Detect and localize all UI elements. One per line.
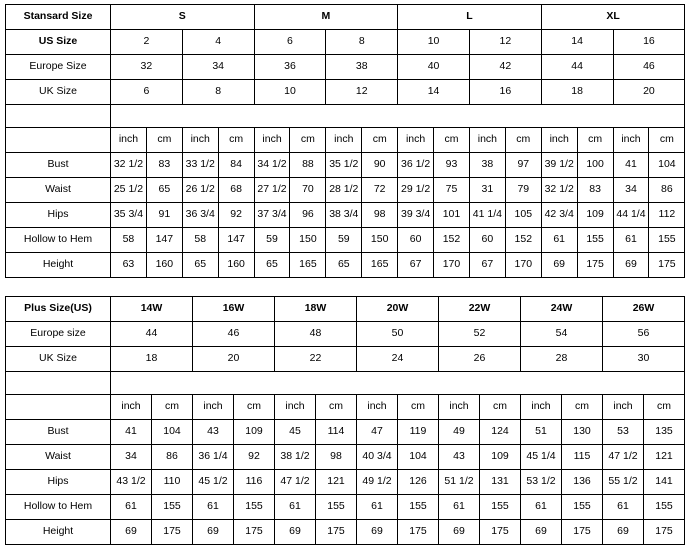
plus-europe-size-row xyxy=(6,322,685,347)
table-cell: 83 xyxy=(577,178,613,203)
unit-cell: cm xyxy=(649,128,685,153)
unit-cell: cm xyxy=(152,395,193,420)
table-cell: 39 3/4 xyxy=(398,203,434,228)
table-cell: 147 xyxy=(218,228,254,253)
table-cell: 150 xyxy=(362,228,398,253)
unit-cell: cm xyxy=(505,128,541,153)
table-cell: 61 xyxy=(541,228,577,253)
table-cell: 35 3/4 xyxy=(111,203,147,228)
table-cell: 109 xyxy=(480,445,521,470)
table-cell: 160 xyxy=(146,253,182,278)
table-cell: 121 xyxy=(644,445,685,470)
unit-cell: inch xyxy=(275,395,316,420)
table-cell: 59 xyxy=(254,228,290,253)
standard-group-s: S xyxy=(111,5,255,30)
table-cell: 45 1/2 xyxy=(193,470,234,495)
table-cell: 58 xyxy=(111,228,147,253)
unit-cell: inch xyxy=(182,128,218,153)
table-cell: 38 3/4 xyxy=(326,203,362,228)
unit-cell: cm xyxy=(316,395,357,420)
table-cell: 10 xyxy=(398,30,470,55)
table-cell: 84 xyxy=(218,153,254,178)
standard-group-xl: XL xyxy=(541,5,685,30)
table-cell: 32 1/2 xyxy=(111,153,147,178)
table-cell: 46 xyxy=(613,55,685,80)
table-cell: 4 xyxy=(182,30,254,55)
table-cell: 32 xyxy=(111,55,183,80)
row-label: Hollow to Hem xyxy=(6,495,111,520)
table-cell: 27 1/2 xyxy=(254,178,290,203)
table-cell: 115 xyxy=(562,445,603,470)
row-label: Hollow to Hem xyxy=(6,228,111,253)
table-cell: 35 1/2 xyxy=(326,153,362,178)
table-cell: 86 xyxy=(152,445,193,470)
unit-cell: inch xyxy=(193,395,234,420)
table-cell: 61 xyxy=(613,228,649,253)
table-cell: 69 xyxy=(111,520,152,545)
table-cell: 16 xyxy=(613,30,685,55)
table-cell: 24 xyxy=(357,347,439,372)
table-cell: 45 xyxy=(275,420,316,445)
table-cell: 155 xyxy=(398,495,439,520)
table-cell: 40 3/4 xyxy=(357,445,398,470)
row-label: Europe Size xyxy=(6,55,111,80)
table-cell: 44 xyxy=(111,322,193,347)
row-label: US Size xyxy=(6,30,111,55)
unit-cell: cm xyxy=(362,128,398,153)
row-label: Bust xyxy=(6,153,111,178)
table-gap xyxy=(5,278,685,296)
table-cell: 97 xyxy=(505,153,541,178)
plus-group-14w: 14W xyxy=(111,297,193,322)
unit-cell: cm xyxy=(562,395,603,420)
unit-cell: cm xyxy=(290,128,326,153)
table-cell: 112 xyxy=(649,203,685,228)
table-cell: 91 xyxy=(146,203,182,228)
table-cell: 16 xyxy=(469,80,541,105)
empty-cell xyxy=(6,105,111,128)
table-cell: 155 xyxy=(316,495,357,520)
unit-cell: inch xyxy=(357,395,398,420)
table-cell: 44 xyxy=(541,55,613,80)
standard-header-row xyxy=(6,5,685,30)
unit-cell: cm xyxy=(480,395,521,420)
standard-size-table xyxy=(5,4,685,278)
table-cell: 47 1/2 xyxy=(275,470,316,495)
table-cell: 155 xyxy=(234,495,275,520)
table-cell: 152 xyxy=(505,228,541,253)
table-cell: 12 xyxy=(469,30,541,55)
table-cell: 152 xyxy=(434,228,470,253)
table-cell: 175 xyxy=(234,520,275,545)
table-cell: 69 xyxy=(613,253,649,278)
plus-size-table xyxy=(5,296,685,545)
table-cell: 46 xyxy=(193,322,275,347)
unit-cell: inch xyxy=(613,128,649,153)
row-label: Hips xyxy=(6,203,111,228)
table-cell: 155 xyxy=(152,495,193,520)
table-cell: 92 xyxy=(218,203,254,228)
unit-cell: inch xyxy=(111,395,152,420)
table-cell: 126 xyxy=(398,470,439,495)
table-cell: 49 1/2 xyxy=(357,470,398,495)
table-cell: 2 xyxy=(111,30,183,55)
table-cell: 61 xyxy=(439,495,480,520)
table-cell: 175 xyxy=(398,520,439,545)
table-cell: 68 xyxy=(218,178,254,203)
table-cell: 175 xyxy=(152,520,193,545)
standard-unit-row xyxy=(6,128,685,153)
row-label: Waist xyxy=(6,178,111,203)
table-cell: 175 xyxy=(644,520,685,545)
table-cell: 61 xyxy=(521,495,562,520)
table-cell: 109 xyxy=(577,203,613,228)
standard-us-size-row xyxy=(6,30,685,55)
table-cell: 47 1/2 xyxy=(603,445,644,470)
table-cell: 70 xyxy=(290,178,326,203)
standard-europe-size-row xyxy=(6,55,685,80)
table-cell: 61 xyxy=(357,495,398,520)
table-cell: 88 xyxy=(290,153,326,178)
table-cell: 170 xyxy=(505,253,541,278)
table-cell: 41 xyxy=(111,420,152,445)
table-cell: 34 xyxy=(111,445,152,470)
table-cell: 135 xyxy=(644,420,685,445)
table-cell: 61 xyxy=(193,495,234,520)
table-cell: 155 xyxy=(644,495,685,520)
plus-group-16w: 16W xyxy=(193,297,275,322)
table-cell: 10 xyxy=(254,80,326,105)
table-cell: 45 1/4 xyxy=(521,445,562,470)
table-cell: 18 xyxy=(111,347,193,372)
table-cell: 69 xyxy=(275,520,316,545)
table-cell: 61 xyxy=(111,495,152,520)
table-cell: 38 1/2 xyxy=(275,445,316,470)
table-cell: 43 xyxy=(193,420,234,445)
table-cell: 105 xyxy=(505,203,541,228)
table-cell: 114 xyxy=(316,420,357,445)
table-cell: 44 1/4 xyxy=(613,203,649,228)
table-cell: 83 xyxy=(146,153,182,178)
table-cell: 69 xyxy=(603,520,644,545)
table-cell: 141 xyxy=(644,470,685,495)
standard-height-row xyxy=(6,253,685,278)
table-cell: 155 xyxy=(577,228,613,253)
plus-title: Plus Size(US) xyxy=(6,297,111,322)
table-cell: 59 xyxy=(326,228,362,253)
plus-hips-row xyxy=(6,470,685,495)
standard-title: Stansard Size xyxy=(6,5,111,30)
unit-cell: cm xyxy=(234,395,275,420)
standard-group-l: L xyxy=(398,5,542,30)
row-label: Bust xyxy=(6,420,111,445)
table-cell: 6 xyxy=(111,80,183,105)
plus-group-18w: 18W xyxy=(275,297,357,322)
table-cell: 14 xyxy=(541,30,613,55)
table-cell: 25 1/2 xyxy=(111,178,147,203)
table-cell: 101 xyxy=(434,203,470,228)
table-cell: 28 1/2 xyxy=(326,178,362,203)
unit-cell: cm xyxy=(434,128,470,153)
table-cell: 48 xyxy=(275,322,357,347)
table-cell: 18 xyxy=(541,80,613,105)
table-cell: 79 xyxy=(505,178,541,203)
plus-hollow-to-hem-row xyxy=(6,495,685,520)
table-cell: 69 xyxy=(357,520,398,545)
table-cell: 165 xyxy=(362,253,398,278)
table-cell: 116 xyxy=(234,470,275,495)
plus-header-row xyxy=(6,297,685,322)
table-cell: 72 xyxy=(362,178,398,203)
unit-cell: cm xyxy=(398,395,439,420)
table-cell: 8 xyxy=(326,30,398,55)
table-cell: 104 xyxy=(649,153,685,178)
empty-cell xyxy=(6,372,111,395)
table-cell: 20 xyxy=(613,80,685,105)
table-cell: 175 xyxy=(480,520,521,545)
table-cell: 63 xyxy=(111,253,147,278)
table-cell: 147 xyxy=(146,228,182,253)
table-cell: 75 xyxy=(434,178,470,203)
unit-cell: cm xyxy=(146,128,182,153)
standard-blank-row xyxy=(6,105,685,128)
row-label: Europe size xyxy=(6,322,111,347)
table-cell: 34 xyxy=(182,55,254,80)
table-cell: 36 xyxy=(254,55,326,80)
table-cell: 14 xyxy=(398,80,470,105)
unit-cell: cm xyxy=(218,128,254,153)
plus-group-20w: 20W xyxy=(357,297,439,322)
row-label: Waist xyxy=(6,445,111,470)
unit-cell: cm xyxy=(577,128,613,153)
plus-group-26w: 26W xyxy=(603,297,685,322)
unit-cell: inch xyxy=(398,128,434,153)
table-cell: 65 xyxy=(182,253,218,278)
table-cell: 61 xyxy=(603,495,644,520)
table-cell: 42 xyxy=(469,55,541,80)
empty-cell xyxy=(111,105,685,128)
table-cell: 40 xyxy=(398,55,470,80)
unit-cell: inch xyxy=(521,395,562,420)
table-cell: 155 xyxy=(649,228,685,253)
unit-cell: inch xyxy=(603,395,644,420)
table-cell: 175 xyxy=(316,520,357,545)
plus-group-24w: 24W xyxy=(521,297,603,322)
plus-height-row xyxy=(6,520,685,545)
table-cell: 150 xyxy=(290,228,326,253)
table-cell: 175 xyxy=(649,253,685,278)
plus-uk-size-row xyxy=(6,347,685,372)
standard-bust-row xyxy=(6,153,685,178)
table-cell: 69 xyxy=(193,520,234,545)
table-cell: 65 xyxy=(146,178,182,203)
unit-cell: inch xyxy=(111,128,147,153)
table-cell: 39 1/2 xyxy=(541,153,577,178)
table-cell: 29 1/2 xyxy=(398,178,434,203)
table-cell: 50 xyxy=(357,322,439,347)
table-cell: 58 xyxy=(182,228,218,253)
table-cell: 43 xyxy=(439,445,480,470)
table-cell: 69 xyxy=(439,520,480,545)
table-cell: 56 xyxy=(603,322,685,347)
table-cell: 28 xyxy=(521,347,603,372)
table-cell: 22 xyxy=(275,347,357,372)
table-cell: 119 xyxy=(398,420,439,445)
table-cell: 155 xyxy=(562,495,603,520)
table-cell: 60 xyxy=(398,228,434,253)
table-cell: 53 1/2 xyxy=(521,470,562,495)
table-cell: 110 xyxy=(152,470,193,495)
table-cell: 130 xyxy=(562,420,603,445)
table-cell: 36 1/2 xyxy=(398,153,434,178)
table-cell: 100 xyxy=(577,153,613,178)
empty-cell xyxy=(6,395,111,420)
plus-blank-row xyxy=(6,372,685,395)
empty-cell xyxy=(6,128,111,153)
table-cell: 31 xyxy=(469,178,505,203)
table-cell: 37 3/4 xyxy=(254,203,290,228)
table-cell: 12 xyxy=(326,80,398,105)
unit-cell: inch xyxy=(254,128,290,153)
table-cell: 98 xyxy=(316,445,357,470)
table-cell: 41 xyxy=(613,153,649,178)
table-cell: 33 1/2 xyxy=(182,153,218,178)
table-cell: 175 xyxy=(562,520,603,545)
table-cell: 51 1/2 xyxy=(439,470,480,495)
table-cell: 170 xyxy=(434,253,470,278)
table-cell: 61 xyxy=(275,495,316,520)
unit-cell: inch xyxy=(326,128,362,153)
table-cell: 54 xyxy=(521,322,603,347)
table-cell: 93 xyxy=(434,153,470,178)
table-cell: 165 xyxy=(290,253,326,278)
standard-uk-size-row xyxy=(6,80,685,105)
table-cell: 90 xyxy=(362,153,398,178)
empty-cell xyxy=(111,372,685,395)
table-cell: 86 xyxy=(649,178,685,203)
table-cell: 155 xyxy=(480,495,521,520)
table-cell: 131 xyxy=(480,470,521,495)
table-cell: 36 1/4 xyxy=(193,445,234,470)
table-cell: 38 xyxy=(469,153,505,178)
table-cell: 26 1/2 xyxy=(182,178,218,203)
table-cell: 65 xyxy=(326,253,362,278)
table-cell: 109 xyxy=(234,420,275,445)
standard-hollow-to-hem-row xyxy=(6,228,685,253)
row-label: Height xyxy=(6,253,111,278)
row-label: UK Size xyxy=(6,80,111,105)
table-cell: 69 xyxy=(521,520,562,545)
table-cell: 42 3/4 xyxy=(541,203,577,228)
standard-group-m: M xyxy=(254,5,398,30)
table-cell: 52 xyxy=(439,322,521,347)
table-cell: 104 xyxy=(398,445,439,470)
unit-cell: cm xyxy=(644,395,685,420)
row-label: Height xyxy=(6,520,111,545)
table-cell: 47 xyxy=(357,420,398,445)
standard-waist-row xyxy=(6,178,685,203)
table-cell: 20 xyxy=(193,347,275,372)
table-cell: 32 1/2 xyxy=(541,178,577,203)
table-cell: 175 xyxy=(577,253,613,278)
plus-unit-row xyxy=(6,395,685,420)
plus-waist-row xyxy=(6,445,685,470)
table-cell: 96 xyxy=(290,203,326,228)
table-cell: 92 xyxy=(234,445,275,470)
unit-cell: inch xyxy=(541,128,577,153)
unit-cell: inch xyxy=(469,128,505,153)
table-cell: 34 xyxy=(613,178,649,203)
table-cell: 124 xyxy=(480,420,521,445)
table-cell: 34 1/2 xyxy=(254,153,290,178)
table-cell: 69 xyxy=(541,253,577,278)
table-cell: 121 xyxy=(316,470,357,495)
plus-bust-row xyxy=(6,420,685,445)
table-cell: 104 xyxy=(152,420,193,445)
table-cell: 6 xyxy=(254,30,326,55)
table-cell: 136 xyxy=(562,470,603,495)
table-cell: 26 xyxy=(439,347,521,372)
table-cell: 30 xyxy=(603,347,685,372)
table-cell: 160 xyxy=(218,253,254,278)
unit-cell: inch xyxy=(439,395,480,420)
table-cell: 51 xyxy=(521,420,562,445)
table-cell: 8 xyxy=(182,80,254,105)
table-cell: 53 xyxy=(603,420,644,445)
table-cell: 38 xyxy=(326,55,398,80)
table-cell: 98 xyxy=(362,203,398,228)
table-cell: 49 xyxy=(439,420,480,445)
table-cell: 41 1/4 xyxy=(469,203,505,228)
table-cell: 60 xyxy=(469,228,505,253)
row-label: UK Size xyxy=(6,347,111,372)
table-cell: 67 xyxy=(469,253,505,278)
table-cell: 67 xyxy=(398,253,434,278)
plus-group-22w: 22W xyxy=(439,297,521,322)
table-cell: 43 1/2 xyxy=(111,470,152,495)
table-cell: 65 xyxy=(254,253,290,278)
standard-hips-row xyxy=(6,203,685,228)
row-label: Hips xyxy=(6,470,111,495)
table-cell: 36 3/4 xyxy=(182,203,218,228)
table-cell: 55 1/2 xyxy=(603,470,644,495)
